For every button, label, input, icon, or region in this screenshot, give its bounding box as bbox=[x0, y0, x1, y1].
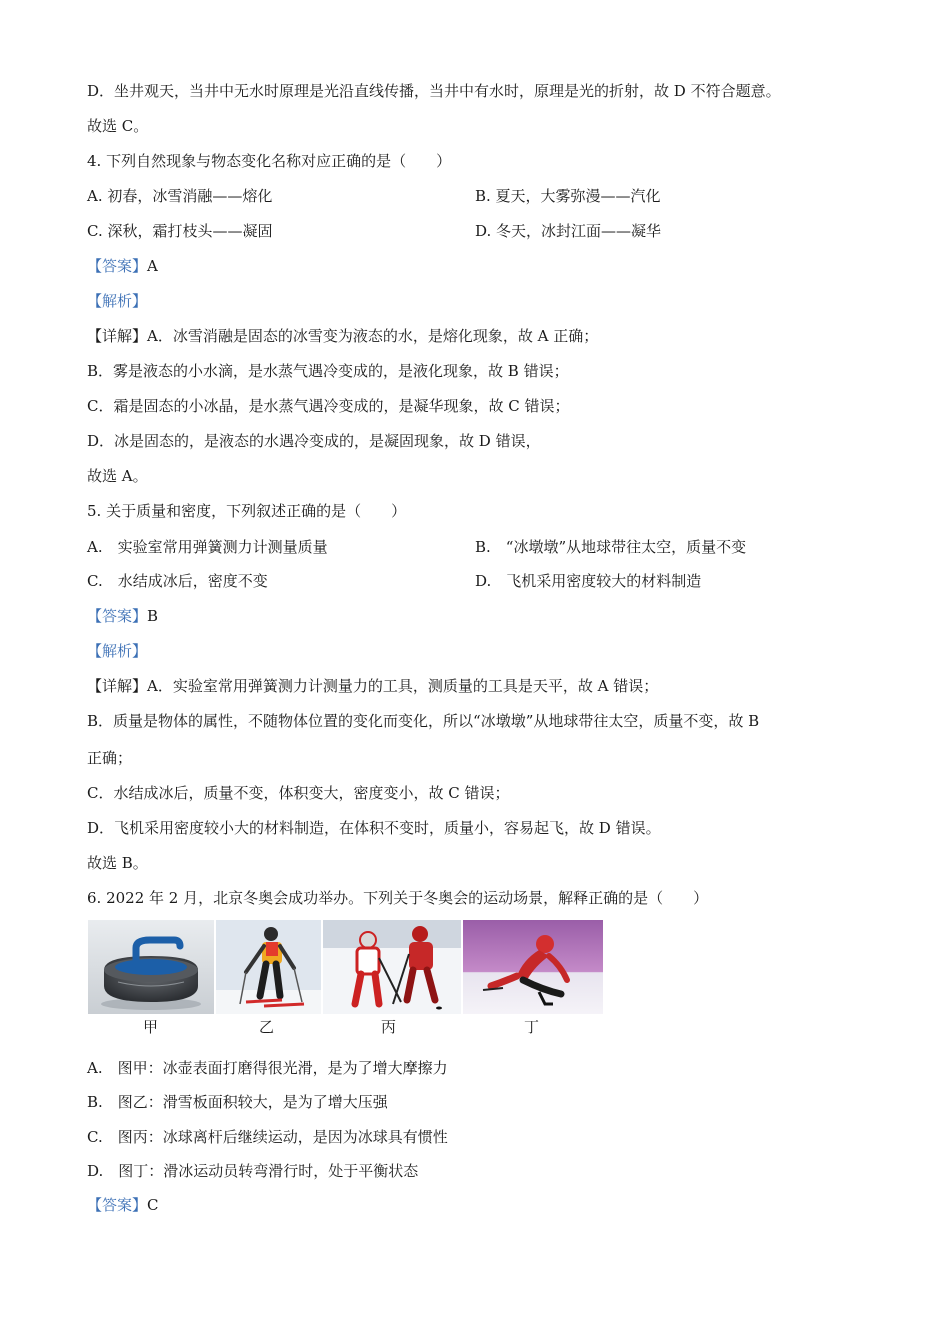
answer-tag: 【答案】 bbox=[87, 257, 148, 275]
q4-option-a: A. 初春，冰雪消融——熔化 bbox=[87, 187, 273, 205]
q6-option-a: A. 图甲：冰壶表面打磨得很光滑，是为了增大摩擦力 bbox=[87, 1059, 448, 1077]
q5-choose: 故选 B。 bbox=[87, 854, 148, 872]
q5-detail-c: C．水结成冰后，质量不变，体积变大，密度变小，故 C 错误； bbox=[87, 784, 510, 802]
q5-option-b: B. “冰墩墩”从地球带往太空，质量不变 bbox=[475, 538, 747, 556]
q3-choose: 故选 C。 bbox=[87, 117, 149, 135]
q5-analysis-tag: 【解析】 bbox=[87, 642, 148, 660]
q4-answer-value: A bbox=[147, 257, 158, 275]
q4-option-d: D. 冬天，冰封江面——凝华 bbox=[475, 222, 662, 240]
ice-hockey-image bbox=[323, 920, 461, 1014]
q6-option-b: B. 图乙：滑雪板面积较大，是为了增大压强 bbox=[87, 1093, 388, 1111]
speed-skater-image bbox=[463, 920, 603, 1014]
q4-option-c: C. 深秋，霜打枝头——凝固 bbox=[87, 222, 273, 240]
detail-tag: 【详解】 bbox=[87, 677, 148, 695]
q4-detail-c: C．霜是固态的小冰晶，是水蒸气遇冷变成的，是凝华现象，故 C 错误； bbox=[87, 397, 570, 415]
q4-option-b: B. 夏天，大雾弥漫——汽化 bbox=[475, 187, 661, 205]
q6-answer bbox=[87, 1195, 159, 1215]
q6-answer-value: C bbox=[147, 1196, 159, 1214]
q4-answer bbox=[87, 256, 158, 276]
figure-caption-yi: 乙 bbox=[259, 1018, 275, 1036]
q4-detail-a-text: A．冰雪消融是固态的冰雪变为液态的水，是熔化现象，故 A 正确； bbox=[147, 327, 599, 345]
q5-option-c: C. 水结成冰后，密度不变 bbox=[87, 572, 268, 590]
q4-detail-a bbox=[87, 326, 598, 346]
answer-tag: 【答案】 bbox=[87, 607, 148, 625]
skier-image bbox=[216, 920, 321, 1014]
q3-option-d-explanation: D．坐井观天，当井中无水时原理是光沿直线传播，当井中有水时，原理是光的折射，故 D 不符合题意。 bbox=[87, 82, 781, 100]
q6-stem: 6. 2022 年 2 月，北京冬奥会成功举办。下列关于冬奥会的运动场景，解释正确的是（ ） bbox=[87, 889, 709, 907]
curling-stone-image bbox=[88, 920, 214, 1014]
figure-caption-jia: 甲 bbox=[143, 1018, 159, 1036]
q5-detail-a bbox=[87, 676, 658, 696]
q5-detail-a-text: A．实验室常用弹簧测力计测量力的工具，测质量的工具是天平，故 A 错误； bbox=[147, 677, 659, 695]
q5-option-a: A. 实验室常用弹簧测力计测量质量 bbox=[87, 538, 328, 556]
q4-stem: 4. 下列自然现象与物态变化名称对应正确的是（ ） bbox=[87, 152, 452, 170]
q5-answer-value: B bbox=[147, 607, 159, 625]
q5-answer bbox=[87, 606, 158, 626]
answer-tag: 【答案】 bbox=[87, 1196, 148, 1214]
figure-caption-ding: 丁 bbox=[524, 1018, 540, 1036]
q4-detail-b: B．雾是液态的小水滴，是水蒸气遇冷变成的，是液化现象，故 B 错误； bbox=[87, 362, 569, 380]
q4-analysis-tag: 【解析】 bbox=[87, 292, 148, 310]
detail-tag: 【详解】 bbox=[87, 327, 148, 345]
q5-option-d: D. 飞机采用密度较大的材料制造 bbox=[475, 572, 702, 590]
q6-option-d: D. 图丁：滑冰运动员转弯滑行时，处于平衡状态 bbox=[87, 1162, 419, 1180]
q5-detail-d: D．飞机采用密度较小大的材料制造，在体积不变时，质量小，容易起飞，故 D 错误。 bbox=[87, 819, 661, 837]
q5-detail-b-line1: B．质量是物体的属性，不随物体位置的变化而变化，所以“冰墩墩”从地球带往太空，质量不变，故 B bbox=[87, 712, 760, 730]
q4-choose: 故选 A。 bbox=[87, 467, 148, 485]
q5-detail-b-line2: 正确； bbox=[87, 749, 133, 767]
q6-option-c: C. 图丙：冰球离杆后继续运动，是因为冰球具有惯性 bbox=[87, 1128, 448, 1146]
q5-stem: 5. 关于质量和密度，下列叙述正确的是（ ） bbox=[87, 502, 407, 520]
q4-detail-d: D．冰是固态的，是液态的水遇冷变成的，是凝固现象，故 D 错误， bbox=[87, 432, 541, 450]
figure-caption-bing: 丙 bbox=[381, 1018, 397, 1036]
